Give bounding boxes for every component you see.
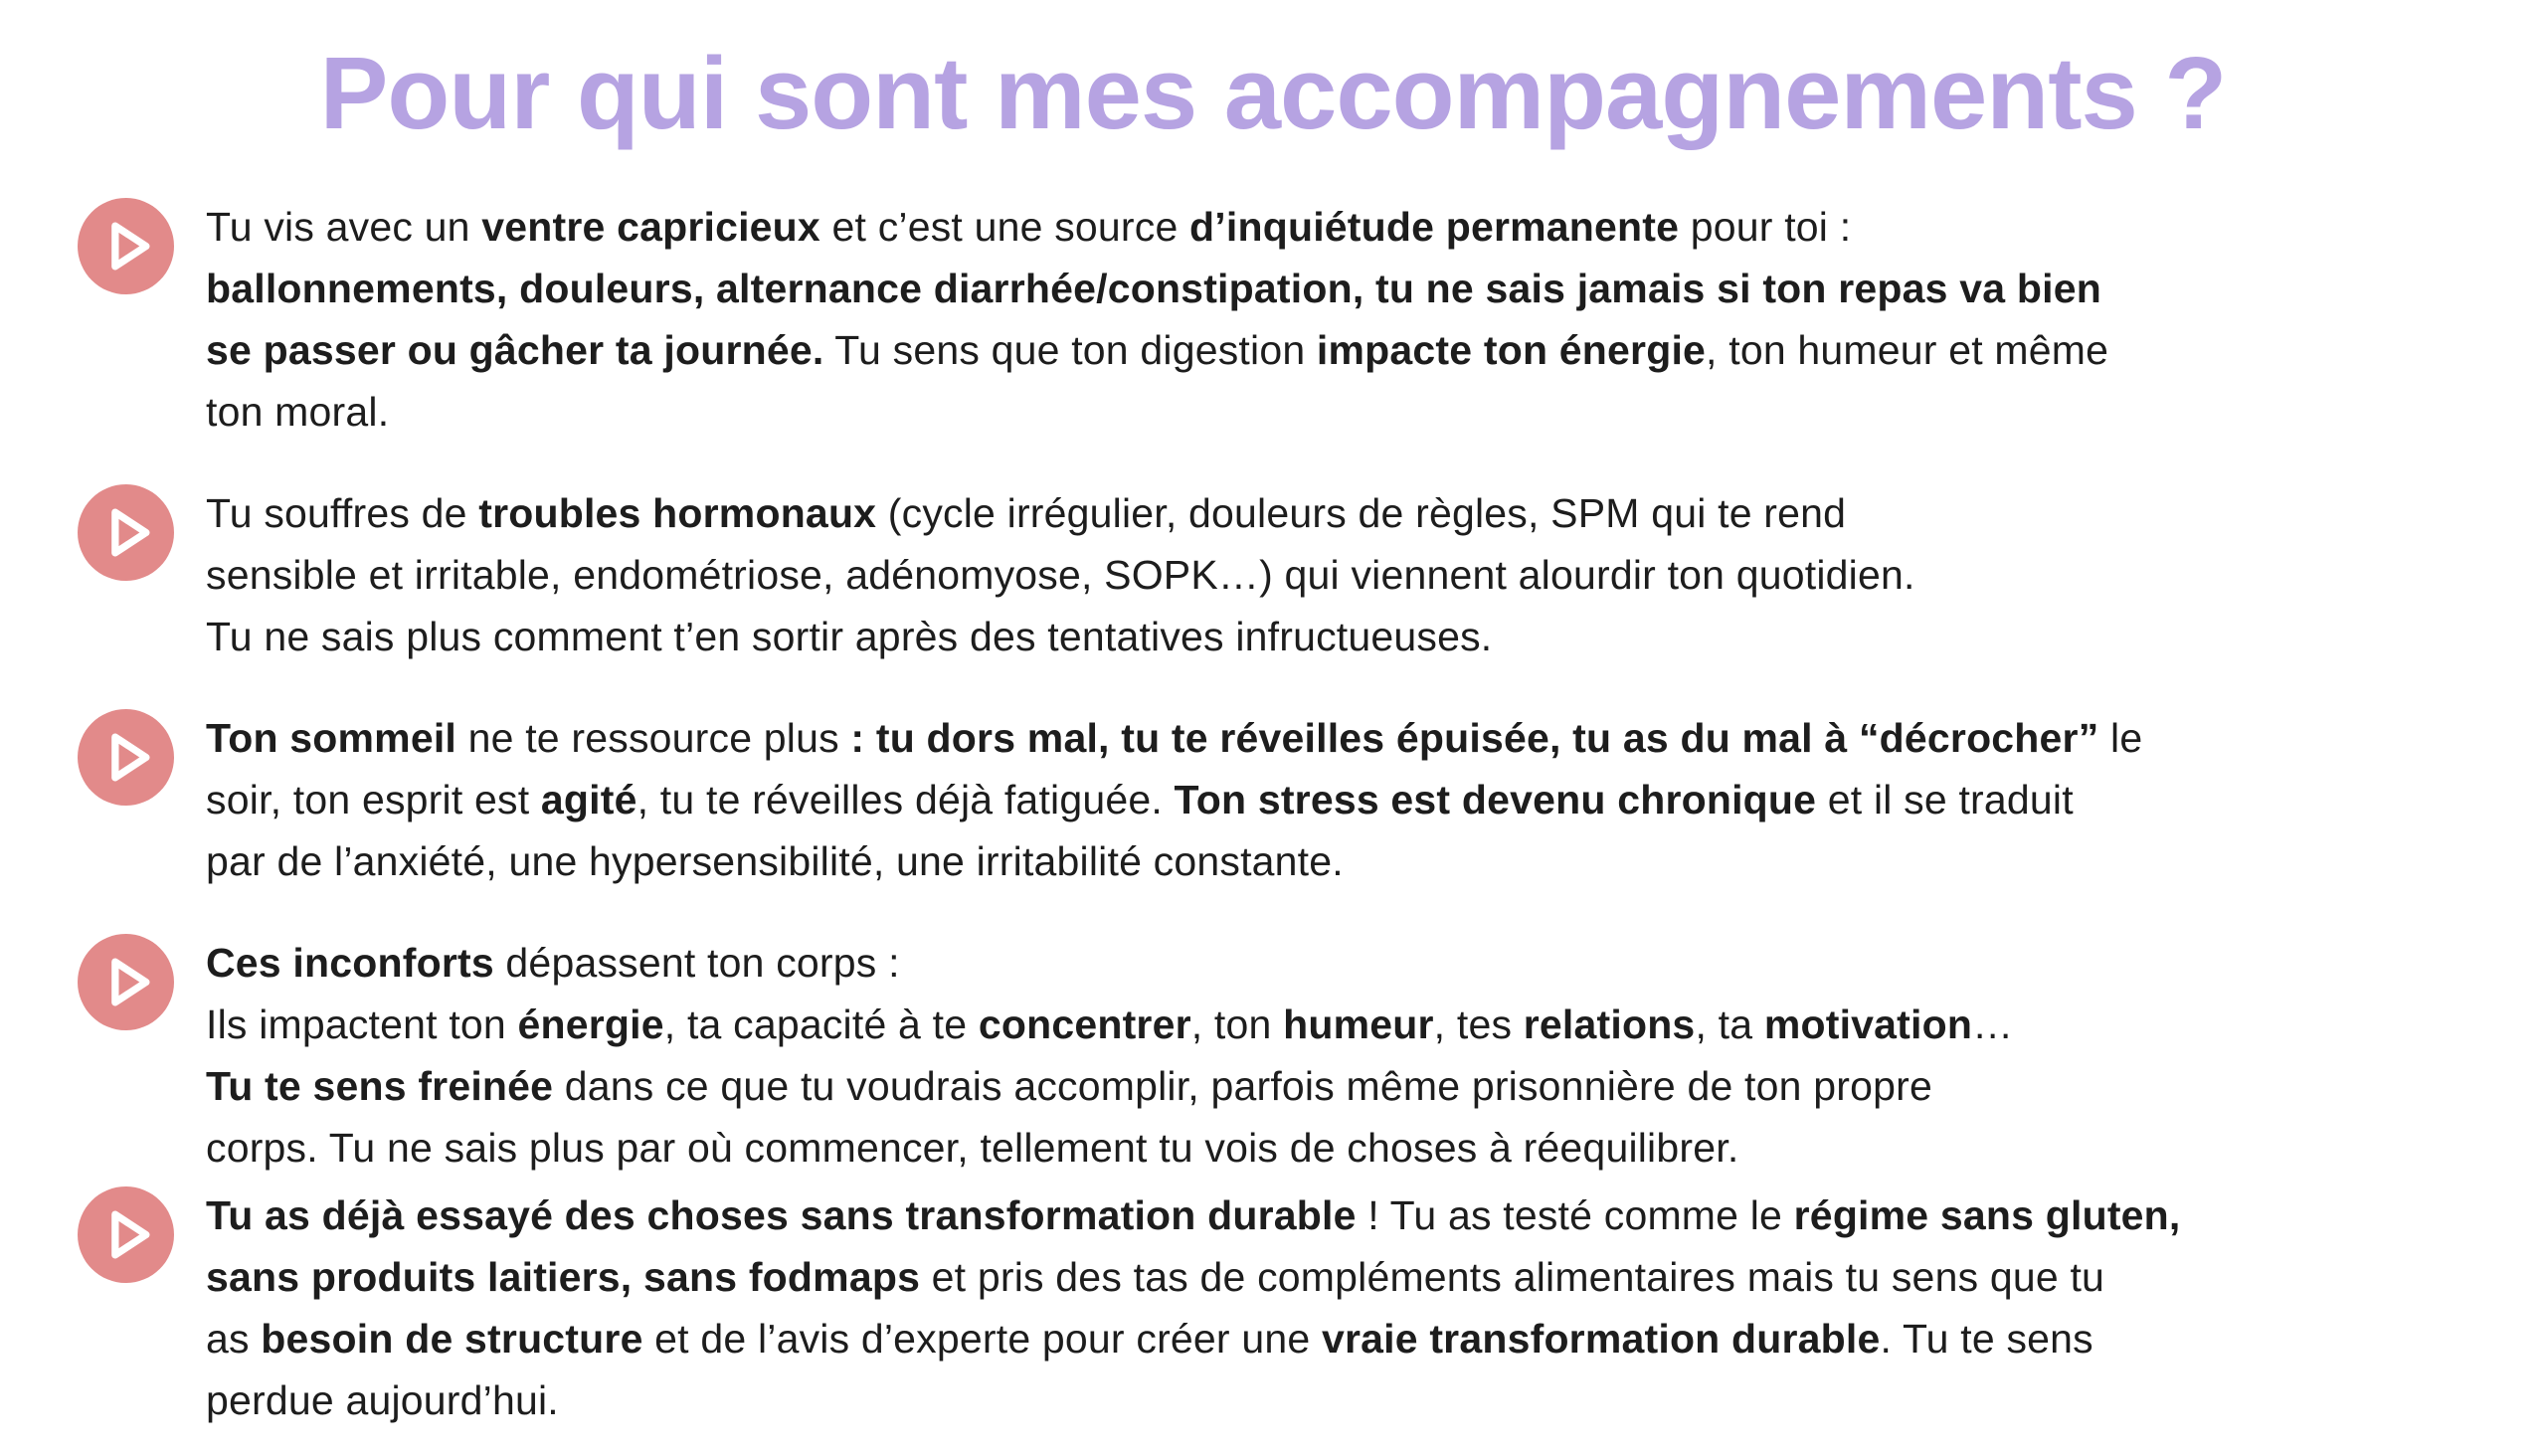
play-icon <box>78 1186 174 1283</box>
bullet-list <box>0 196 2546 1431</box>
play-icon <box>78 934 174 1030</box>
bullet-item <box>78 707 2500 892</box>
bullet-text: Ces inconforts dépassent ton corps : Ils impactent ton énergie, ta capacité à te concentrer, ton humeur, tes relations, ta motivation… Tu te sens freinée dans ce que tu voudrais accomplir, parfois même prisonnière de ton propre corps. Tu ne sais plus par où commencer, tellement tu vois de choses à réequilibrer. <box>206 940 2014 1172</box>
play-icon <box>78 484 174 581</box>
bullet-text: Tu vis avec un ventre capricieux et c’est une source d’inquiétude permanente pour toi : ballonnements, douleurs, alternance diarrhée/constipation, tu ne sais jamais si ton repas va bien se passer ou gâcher ta journée. Tu sens que ton digestion impacte ton énergie, ton humeur et même ton moral. <box>206 204 2109 436</box>
bullet-item <box>78 196 2500 443</box>
bullet-text: Ton sommeil ne te ressource plus : tu dors mal, tu te réveilles épuisée, tu as du mal à “décrocher” le soir, ton esprit est agité, tu te réveilles déjà fatiguée. Ton stress est devenu chronique et il se traduit par de l’anxiété, une hypersensibilité, une irritabilité constante. <box>206 715 2143 885</box>
bullet-item <box>78 482 2500 667</box>
bullet-text: Tu as déjà essayé des choses sans transformation durable ! Tu as testé comme le régime sans gluten, sans produits laitiers, sans fodmaps et pris des tas de compléments alimentaires mais tu sens que tu as besoin de structure et de l’avis d’experte pour créer une vraie transformation durable. Tu te sens perdue aujourd’hui. <box>206 1192 2181 1424</box>
page-title: Pour qui sont mes accompagnements ? <box>319 36 2227 150</box>
play-icon <box>78 198 174 294</box>
bullet-item <box>78 932 2500 1179</box>
play-icon <box>78 709 174 806</box>
bullet-item <box>78 1184 2500 1431</box>
bullet-text: Tu souffres de troubles hormonaux (cycle irrégulier, douleurs de règles, SPM qui te rend sensible et irritable, endométriose, adénomyose, SOPK…) qui viennent alourdir ton quotidien. Tu ne sais plus comment t’en sortir après des tentatives infructueuses. <box>206 490 1915 660</box>
